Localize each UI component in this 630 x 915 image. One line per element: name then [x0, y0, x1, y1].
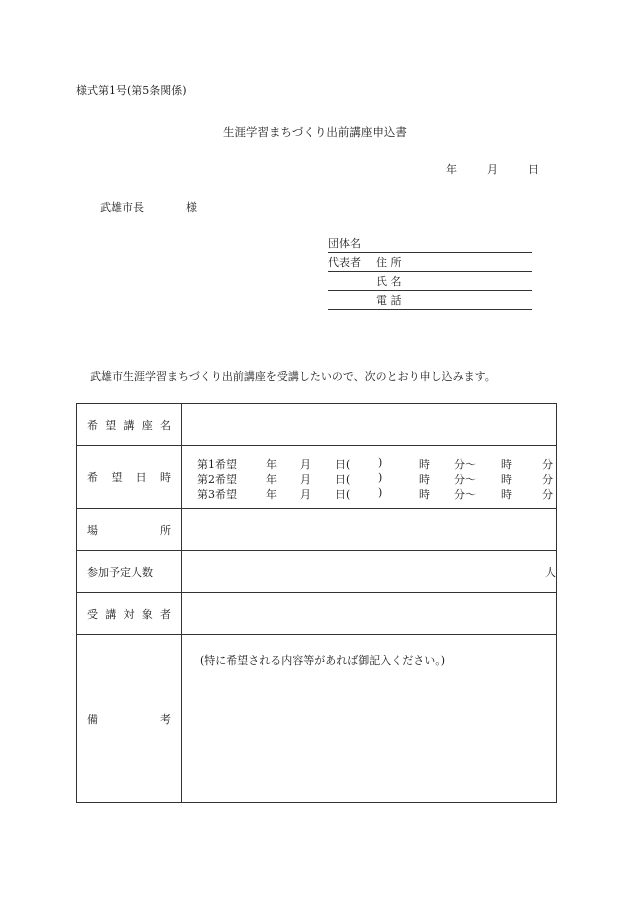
wish-hour2: 時 — [501, 457, 512, 471]
wish-year: 年 — [266, 457, 277, 471]
wish-close: ) — [378, 470, 383, 484]
remarks-label-cell — [77, 635, 182, 803]
label-char: 講 — [123, 418, 135, 432]
wish-minute-from: 分〜 — [454, 472, 476, 486]
wish-day: 日( — [335, 457, 351, 471]
place-label — [87, 522, 181, 538]
course-input-cell[interactable] — [182, 404, 557, 446]
label-char: 日 — [135, 471, 147, 484]
wish-hour2: 時 — [501, 472, 512, 486]
datetime-label — [87, 469, 181, 485]
recipient-honorific: 様 — [186, 201, 197, 214]
representative-address-field[interactable] — [328, 254, 532, 272]
label-char: 希 — [87, 418, 98, 432]
table-row — [77, 446, 557, 509]
wish-close: ) — [378, 485, 383, 499]
representative-name-field[interactable] — [328, 273, 532, 291]
document-title: 生涯学習まちづくり出前講座申込書 — [223, 125, 407, 139]
address-label: 住 所 — [376, 256, 402, 269]
label-char: 受 — [87, 607, 98, 621]
wish-close: ) — [378, 455, 383, 469]
phone-label: 電 話 — [376, 294, 402, 307]
label-char: 場 — [87, 523, 98, 537]
representative-label: 代表者 — [328, 256, 361, 269]
date-line — [446, 161, 539, 177]
wish-row — [182, 471, 556, 486]
intro-text: 武雄市生涯学習まちづくり出前講座を受講したいので、次のとおり申し込みます。 — [90, 370, 496, 383]
wish-row — [182, 456, 556, 471]
wish-day: 日( — [335, 472, 351, 486]
wish-year: 年 — [266, 487, 277, 501]
form-number: 様式第1号(第5条関係) — [76, 84, 187, 97]
wish-month: 月 — [300, 457, 311, 471]
phone-field[interactable] — [328, 292, 532, 310]
wish-minute-to: 分 — [542, 472, 553, 486]
table-row — [77, 404, 557, 446]
remarks-input-cell[interactable] — [182, 635, 557, 803]
label-char: 対 — [123, 607, 135, 621]
table-row — [77, 635, 557, 803]
application-table — [76, 403, 557, 803]
wish-row — [182, 486, 556, 501]
label-char: 所 — [160, 523, 171, 537]
wish-month: 月 — [300, 472, 311, 486]
datetime-input-cell[interactable] — [182, 446, 557, 509]
participants-input-cell[interactable] — [182, 551, 557, 593]
label-char: 象 — [141, 607, 153, 621]
participants-label: 参加予定人数 — [87, 565, 153, 579]
participants-unit: 人 — [545, 565, 556, 579]
place-input-cell[interactable] — [182, 509, 557, 551]
wish-minute-to: 分 — [542, 487, 553, 501]
label-char: 講 — [105, 607, 117, 621]
label-char: 望 — [105, 418, 117, 432]
table-row — [77, 509, 557, 551]
remarks-label — [87, 711, 181, 727]
wish-year: 年 — [266, 472, 277, 486]
wish-minute-from: 分〜 — [454, 487, 476, 501]
table-row — [77, 551, 557, 593]
participants-label-cell — [77, 551, 182, 593]
wish-day: 日( — [335, 487, 351, 501]
audience-input-cell[interactable] — [182, 593, 557, 635]
group-name-field[interactable] — [328, 235, 532, 253]
course-label-cell — [77, 404, 182, 446]
wish-label: 第3希望 — [197, 487, 237, 501]
wish-label: 第1希望 — [197, 457, 237, 471]
wish-hour2: 時 — [501, 487, 512, 501]
label-char: 考 — [160, 712, 171, 726]
date-month: 月 — [487, 163, 498, 176]
recipient — [100, 199, 197, 215]
wish-minute-to: 分 — [542, 457, 553, 471]
label-char: 座 — [141, 418, 153, 432]
date-day: 日 — [528, 163, 539, 176]
group-name-label: 団体名 — [328, 237, 361, 250]
course-label — [87, 417, 181, 433]
wish-month: 月 — [300, 487, 311, 501]
wish-hour: 時 — [419, 457, 430, 471]
wish-hour: 時 — [419, 487, 430, 501]
label-char: 備 — [87, 712, 98, 726]
audience-label — [87, 606, 181, 622]
remarks-note: (特に希望される内容等があれば御記入ください。) — [200, 654, 446, 667]
label-char: 時 — [159, 471, 171, 484]
label-char: 希 — [87, 471, 98, 484]
name-label: 氏 名 — [376, 275, 402, 288]
wish-list — [182, 454, 556, 501]
wish-label: 第2希望 — [197, 472, 237, 486]
wish-hour: 時 — [419, 472, 430, 486]
datetime-label-cell — [77, 446, 182, 509]
label-char: 名 — [160, 418, 171, 432]
label-char: 望 — [111, 471, 123, 484]
recipient-name: 武雄市長 — [100, 201, 144, 214]
place-label-cell — [77, 509, 182, 551]
table-row — [77, 593, 557, 635]
label-char: 者 — [160, 607, 171, 621]
date-year: 年 — [446, 163, 457, 176]
wish-minute-from: 分〜 — [454, 457, 476, 471]
audience-label-cell — [77, 593, 182, 635]
